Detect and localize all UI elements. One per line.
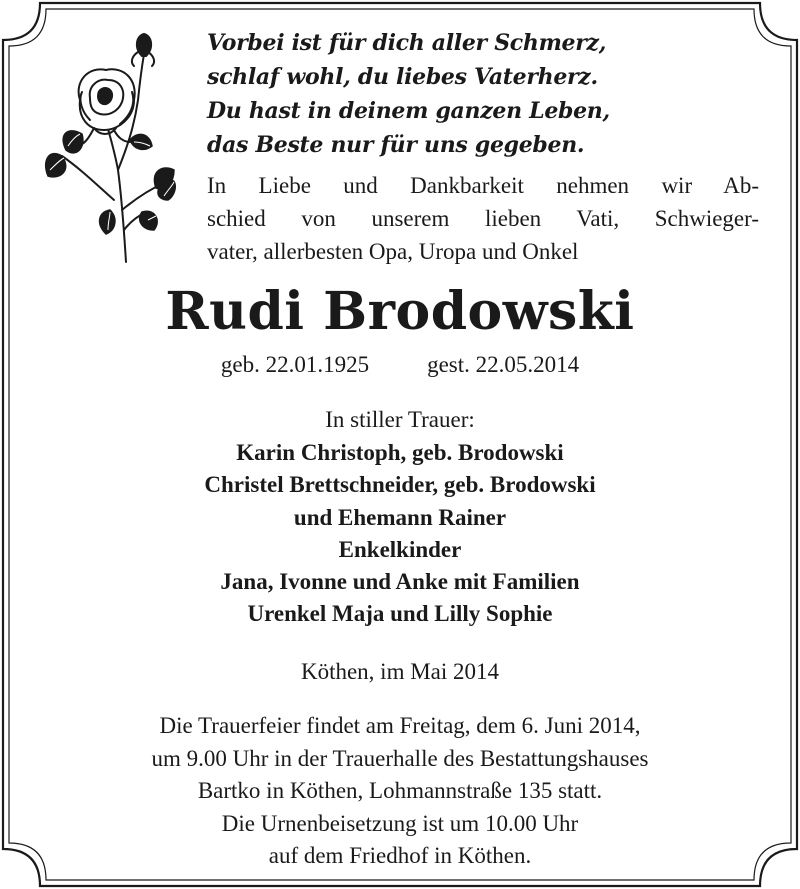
service-line: auf dem Friedhof in Köthen. [268,843,532,868]
intro-line: In Liebe und Dankbarkeit nehmen wir Ab- [207,173,759,198]
place-date: Köthen, im Mai 2014 [300,659,500,684]
intro-line: schied von unserem lieben Vati, Schwieger- [207,206,759,231]
service-line: um 9.00 Uhr in der Trauerhalle des Bestattungshauses [151,745,649,771]
poem-line: Du hast in deinem ganzen Leben, [207,98,610,124]
service-line: Bartko in Köthen, Lohmannstraße 135 statt. [197,778,603,803]
rose-icon [38,30,178,265]
birth-date: geb. 22.01.1925 [220,352,370,377]
service-info [0,710,800,873]
mourner-line: Karin Christoph, geb. Brodowski [236,440,564,465]
poem-line: Vorbei ist für dich aller Schmerz, [207,30,607,56]
life-dates [0,350,800,380]
service-line: Die Trauerfeier findet am Freitag, dem 6. Juni 2014, [159,713,641,738]
mourner-line: und Ehemann Rainer [293,504,507,530]
deceased-name: Rudi Brodowski [165,281,635,342]
mourner-line: Enkelkinder [338,536,462,562]
intro-line: vater, allerbesten Opa, Uropa und Onkel [207,239,579,264]
poem-line: das Beste nur für uns gegeben. [207,132,585,158]
poem [207,26,767,162]
mourner-line: Jana, Ivonne und Anke mit Familien [220,569,580,595]
mourner-line: Christel Brettschneider, geb. Brodowski [204,472,596,498]
intro-text [207,169,759,268]
mourner-line: Urenkel Maja und Lilly Sophie [247,601,553,627]
mourning-heading: In stiller Trauer: [325,407,475,432]
service-line: Die Urnenbeisetzung ist um 10.00 Uhr [221,810,579,836]
death-date: gest. 22.05.2014 [427,352,580,377]
poem-line: schlaf wohl, du liebes Vaterherz. [207,64,598,90]
mourners-list [0,437,800,631]
